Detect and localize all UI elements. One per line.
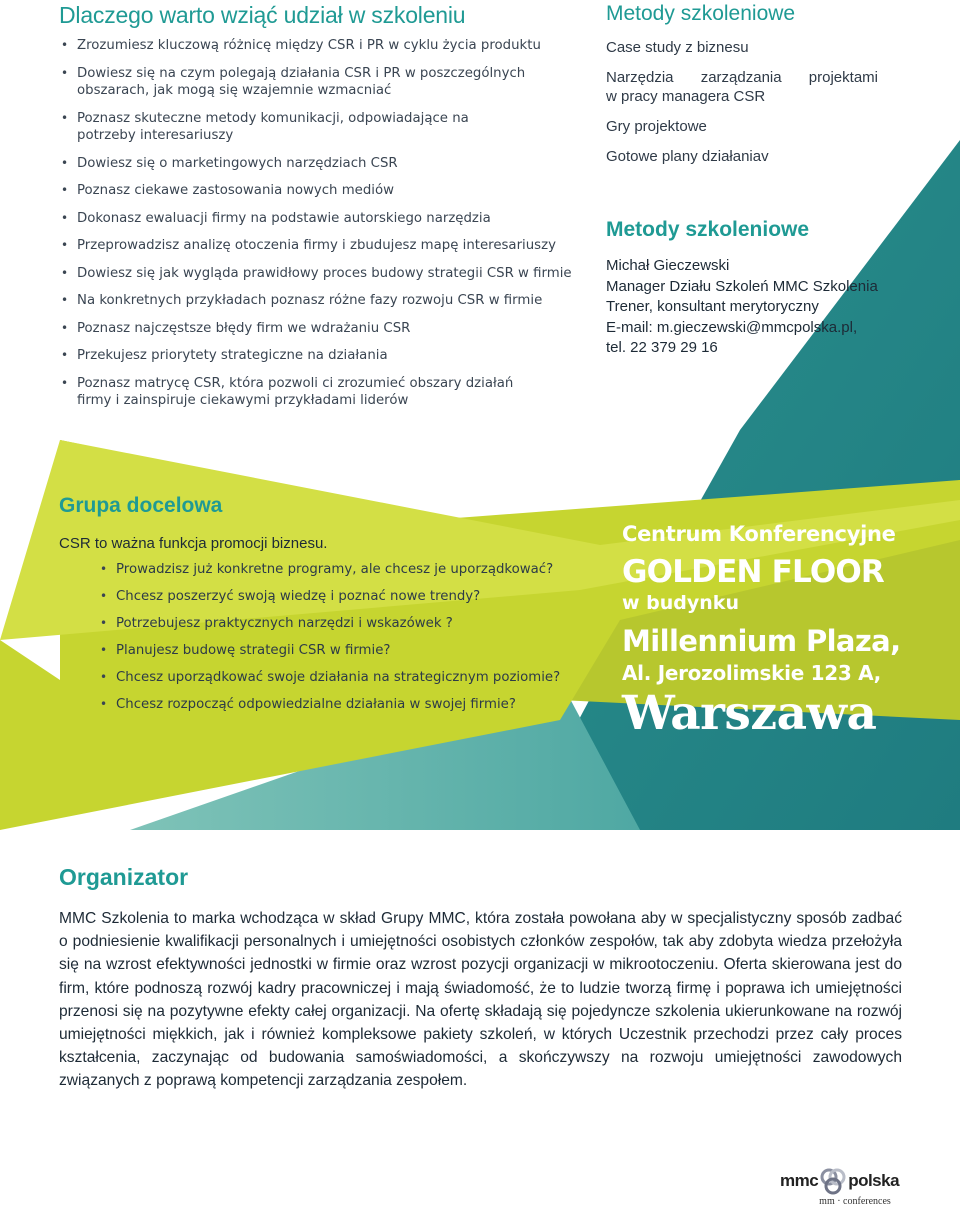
method-line: w pracy managera CSR (606, 88, 766, 105)
target-group-section (59, 494, 619, 723)
methods-section (606, 2, 906, 177)
target-group-heading: Grupa docelowa (59, 494, 223, 517)
logo-right-text: polska (848, 1171, 900, 1190)
list-item: • Chcesz uporządkować swoje działania na strategicznym poziomie? (98, 669, 619, 687)
organizer-heading: Organizator (59, 864, 189, 890)
rings-icon (819, 1166, 847, 1196)
list-item: • Poznasz ciekawe zastosowania nowych mediów (59, 182, 579, 200)
venue-city: Warszawa (622, 686, 877, 741)
logo-subtitle: mm · conferences (819, 1196, 891, 1207)
trainer-section (606, 218, 926, 359)
trainer-heading: Metody szkoleniowe (606, 218, 810, 241)
list-item: • Poznasz matrycę CSR, która pozwoli ci zrozumieć obszary działań firmy i zainspiruje ciekawymi przykładami liderów (59, 375, 549, 410)
venue-info (622, 520, 952, 742)
venue-building: Millennium Plaza, (622, 624, 901, 658)
trainer-name: Michał Gieczewski (606, 257, 730, 274)
method-word: zarządzania (700, 69, 782, 86)
method-item (606, 68, 906, 106)
list-item: • Zrozumiesz kluczową różnicę między CSR i PR w cyklu życia produktu (59, 37, 579, 55)
list-item: • Poznasz skuteczne metody komunikacji, odpowiadające na potrzeby interesariuszy (59, 110, 529, 145)
trainer-title: Trener, konsultant merytoryczny (606, 298, 819, 315)
list-item: • Na konkretnych przykładach poznasz różne fazy rozwoju CSR w firmie (59, 292, 579, 310)
benefits-heading: Dlaczego warto wziąć udział w szkoleniu (59, 2, 466, 28)
trainer-email[interactable]: E-mail: m.gieczewski@mmcpolska.pl, (606, 318, 858, 336)
list-item: • Przekujesz priorytety strategiczne na działania (59, 347, 579, 365)
list-item: • Poznasz najczęstsze błędy firm we wdrażaniu CSR (59, 320, 579, 338)
list-item: • Chcesz rozpocząć odpowiedzialne działania w swojej firmie? (98, 696, 619, 714)
list-item: • Prowadzisz już konkretne programy, ale chcesz je uporządkować? (98, 561, 619, 579)
benefits-list (59, 37, 579, 410)
list-item: • Dowiesz się jak wygląda prawidłowy proces budowy strategii CSR w firmie (59, 265, 579, 283)
mmc-polska-logo (780, 1164, 930, 1216)
list-item: • Potrzebujesz praktycznych narzędzi i wskazówek ? (98, 615, 619, 633)
trainer-phone: tel. 22 379 29 16 (606, 339, 718, 356)
venue-name: GOLDEN FLOOR (622, 554, 884, 590)
logo-left-text: mmc (780, 1171, 819, 1190)
trainer-role: Manager Działu Szkoleń MMC Szkolenia (606, 277, 878, 295)
list-item: • Dowiesz się o marketingowych narzędziach CSR (59, 155, 579, 173)
list-item: • Dowiesz się na czym polegają działania CSR i PR w poszczególnych obszarach, jak mogą się wzajemnie wzmacniać (59, 65, 529, 100)
list-item: • Dokonasz ewaluacji firmy na podstawie autorskiego narzędzia (59, 210, 579, 228)
target-group-lead: CSR to ważna funkcja promocji biznesu. (59, 535, 328, 552)
method-word: Narzędzia (606, 69, 674, 86)
method-item: Gotowe plany działaniav (606, 148, 769, 165)
venue-address: Al. Jerozolimskie 123 A, (622, 661, 881, 685)
list-item: • Przeprowadzisz analizę otoczenia firmy i zbudujesz mapę interesariuszy (59, 237, 579, 255)
venue-line-3: w budynku (622, 592, 739, 614)
target-group-list (98, 561, 619, 714)
list-item: • Planujesz budowę strategii CSR w firmie? (98, 642, 619, 660)
method-item: Case study z biznesu (606, 39, 749, 56)
organizer-text: MMC Szkolenia to marka wchodząca w skład Grupy MMC, która została powołana aby w specjalistyczny sposób zadbać o podniesienie kwalifikacji personalnych i umiejętności osobistych członków zespołów, tak aby zdobyta wiedza przełożyła się na wzrost efektywności jednostki w firmie oraz wzrost pozycji organizacji w mikrootoczeniu. Oferta skierowana jest do firm, które podnoszą rozwój kadry pracowniczej i mają świadomość, że to ludzie tworzą firmę i poprawa ich umiejętności przenosi się na pozytywne efekty całej organizacji. Na ofertę składają się pojedyncze szkolenia ukierunkowane na rozwój umiejętności miękkich, jak i również kompleksowe pakiety szkoleń, w których Uczestnik przechodzi przez cały proces kształcenia, zaczynając od budowania samoświadomości, a skończywszy na rozwoju umiejętności zawodowych związanych z poprawą kompetencji zarządzania zespołem. (59, 910, 902, 1090)
method-item: Gry projektowe (606, 118, 707, 135)
list-item: • Chcesz poszerzyć swoją wiedzę i poznać nowe trendy? (98, 588, 619, 606)
methods-heading: Metody szkoleniowe (606, 2, 796, 25)
venue-line-1: Centrum Konferencyjne (622, 522, 896, 546)
organizer-section (59, 864, 902, 1093)
benefits-section (59, 2, 579, 420)
method-word: projektami (808, 69, 878, 86)
